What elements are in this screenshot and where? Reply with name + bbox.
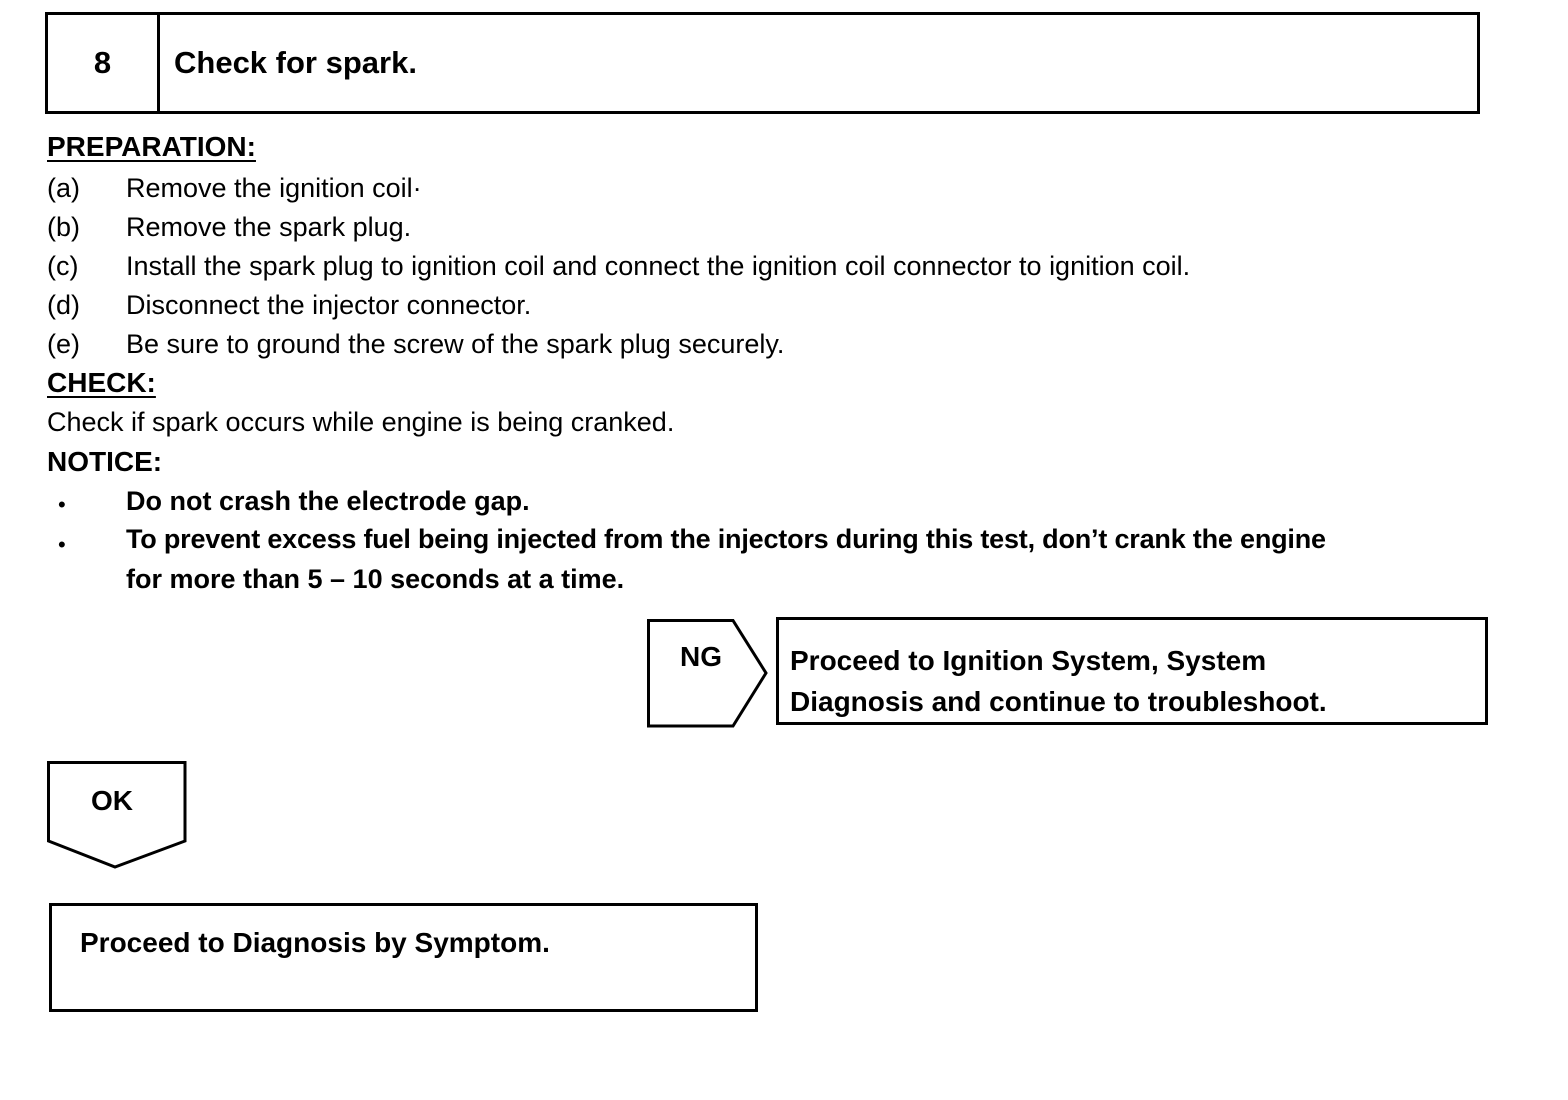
check-text: Check if spark occurs while engine is being cranked. [47,407,675,437]
notice-item-continuation: for more than 5 – 10 seconds at a time. [126,564,625,594]
notice-item: Do not crash the electrode gap. [126,486,530,516]
notice-item: To prevent excess fuel being injected from the injectors during this test, don’t crank the engine [126,524,1326,554]
bullet-icon: • [58,492,66,517]
ng-result-line: Diagnosis and continue to troubleshoot. [790,686,1327,717]
prep-item-text: Remove the spark plug. [126,212,412,242]
prep-item-text: Remove the ignition coil· [126,173,422,203]
check-heading: CHECK: [47,367,156,398]
ng-arrow-icon [647,619,772,731]
ng-result-line: Proceed to Ignition System, System [790,645,1267,676]
notice-heading: NOTICE: [47,446,163,477]
prep-item-label: (b) [47,212,80,242]
prep-item-text: Disconnect the injector connector. [126,290,532,320]
bullet-icon: • [58,532,66,557]
step-number: 8 [48,15,160,111]
ok-label: OK [91,785,133,816]
step-title: Check for spark. [174,45,417,80]
preparation-heading: PREPARATION: [47,131,256,162]
prep-item-label: (d) [47,290,80,320]
ok-result-text: Proceed to Diagnosis by Symptom. [80,927,550,958]
prep-item-label: (c) [47,251,79,281]
prep-item-text: Be sure to ground the screw of the spark plug securely. [126,329,785,359]
ng-label: NG [680,641,722,672]
step-header [45,12,1480,114]
prep-item-text: Install the spark plug to ignition coil and connect the ignition coil connector to ignition coil. [126,251,1191,281]
prep-item-label: (a) [47,173,80,203]
ng-result-text [790,640,1327,722]
prep-item-label: (e) [47,329,80,359]
